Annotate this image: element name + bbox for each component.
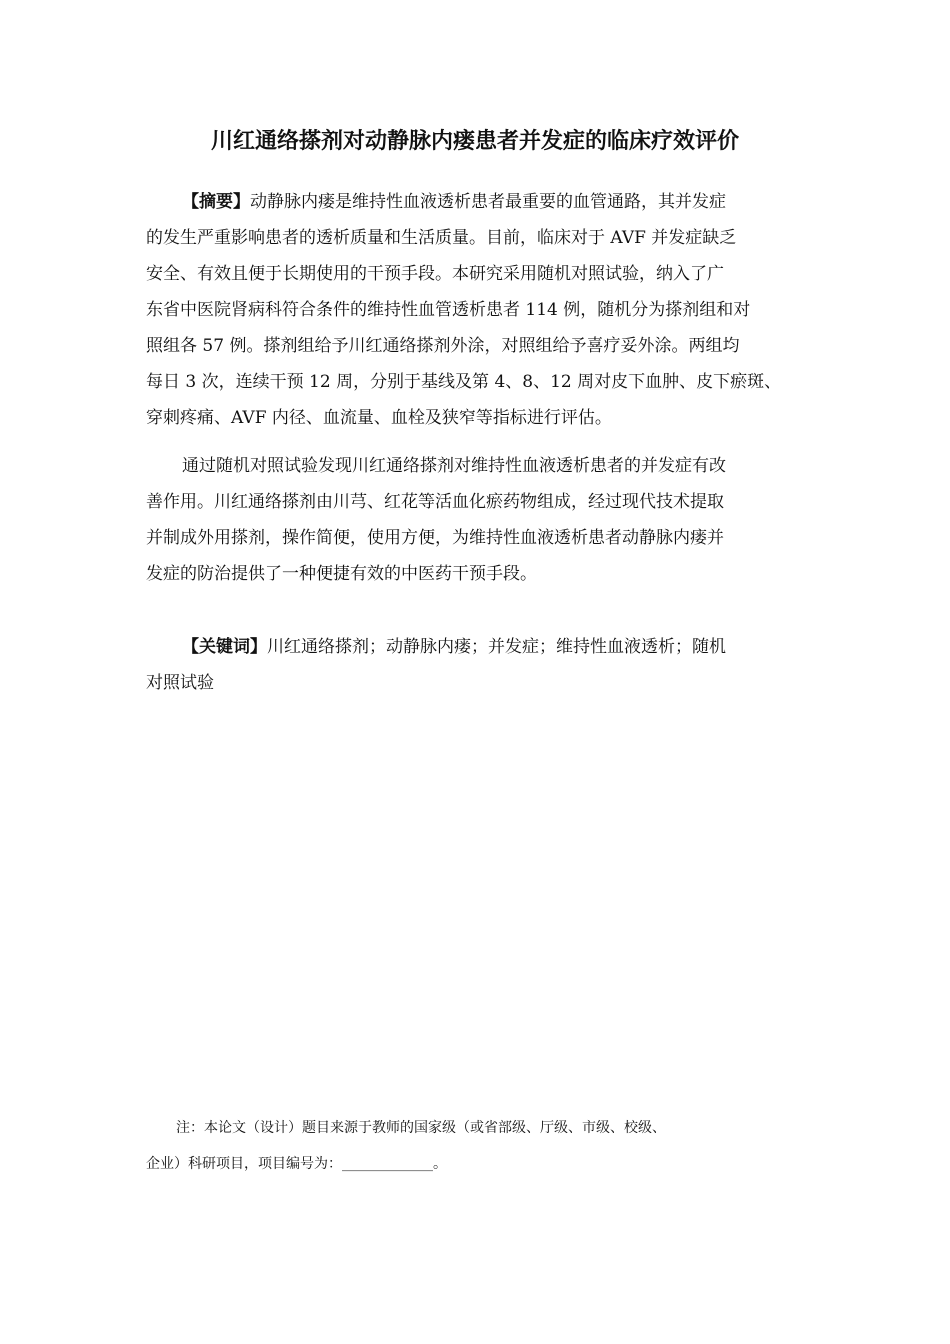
abstract-line: 的发生严重影响患者的透析质量和生活质量。目前，临床对于 AVF 并发症缺乏 xyxy=(146,228,737,248)
keywords-text: 川红通络搽剂；动静脉内瘘；并发症；维持性血液透析；随机 xyxy=(267,637,726,657)
keywords-line: 对照试验 xyxy=(146,673,214,693)
abstract-text: 动静脉内瘘是维持性血液透析患者最重要的血管通路，其并发症 xyxy=(250,192,726,212)
footnote-line: 企业）科研项目，项目编号为：_____________。 xyxy=(146,1156,447,1172)
abstract-line: 每日 3 次，连续干预 12 周，分别于基线及第 4、8、12 周对皮下血肿、皮下瘀斑、 xyxy=(146,372,782,392)
page-title: 川红通络搽剂对动静脉内瘘患者并发症的临床疗效评价 xyxy=(210,129,739,154)
keywords-paragraph xyxy=(146,629,816,701)
abstract-line: 东省中医院肾病科符合条件的维持性血管透析患者 114 例，随机分为搽剂组和对 xyxy=(146,300,751,320)
body-line: 并制成外用搽剂，操作简便，使用方便，为维持性血液透析患者动静脉内瘘并 xyxy=(146,528,724,548)
footnote-line: 注：本论文（设计）题目来源于教师的国家级（或省部级、厅级、市级、校级、 xyxy=(176,1120,666,1136)
body-line: 发症的防治提供了一种便捷有效的中医药干预手段。 xyxy=(146,564,537,584)
body-paragraph xyxy=(146,448,816,592)
footnote xyxy=(146,1110,816,1182)
abstract-label: 【摘要】 xyxy=(182,192,250,212)
keywords-line xyxy=(146,629,816,665)
keywords-label: 【关键词】 xyxy=(182,637,267,657)
body-line: 善作用。川红通络搽剂由川芎、红花等活血化瘀药物组成，经过现代技术提取 xyxy=(146,492,724,512)
abstract-line: 穿刺疼痛、AVF 内径、血流量、血栓及狭窄等指标进行评估。 xyxy=(146,408,612,428)
abstract-paragraph xyxy=(146,184,816,436)
abstract-line xyxy=(146,184,816,220)
abstract-line: 照组各 57 例。搽剂组给予川红通络搽剂外涂，对照组给予喜疗妥外涂。两组均 xyxy=(146,336,740,356)
body-line: 通过随机对照试验发现川红通络搽剂对维持性血液透析患者的并发症有改 xyxy=(182,456,726,476)
abstract-line: 安全、有效且便于长期使用的干预手段。本研究采用随机对照试验，纳入了广 xyxy=(146,264,724,284)
